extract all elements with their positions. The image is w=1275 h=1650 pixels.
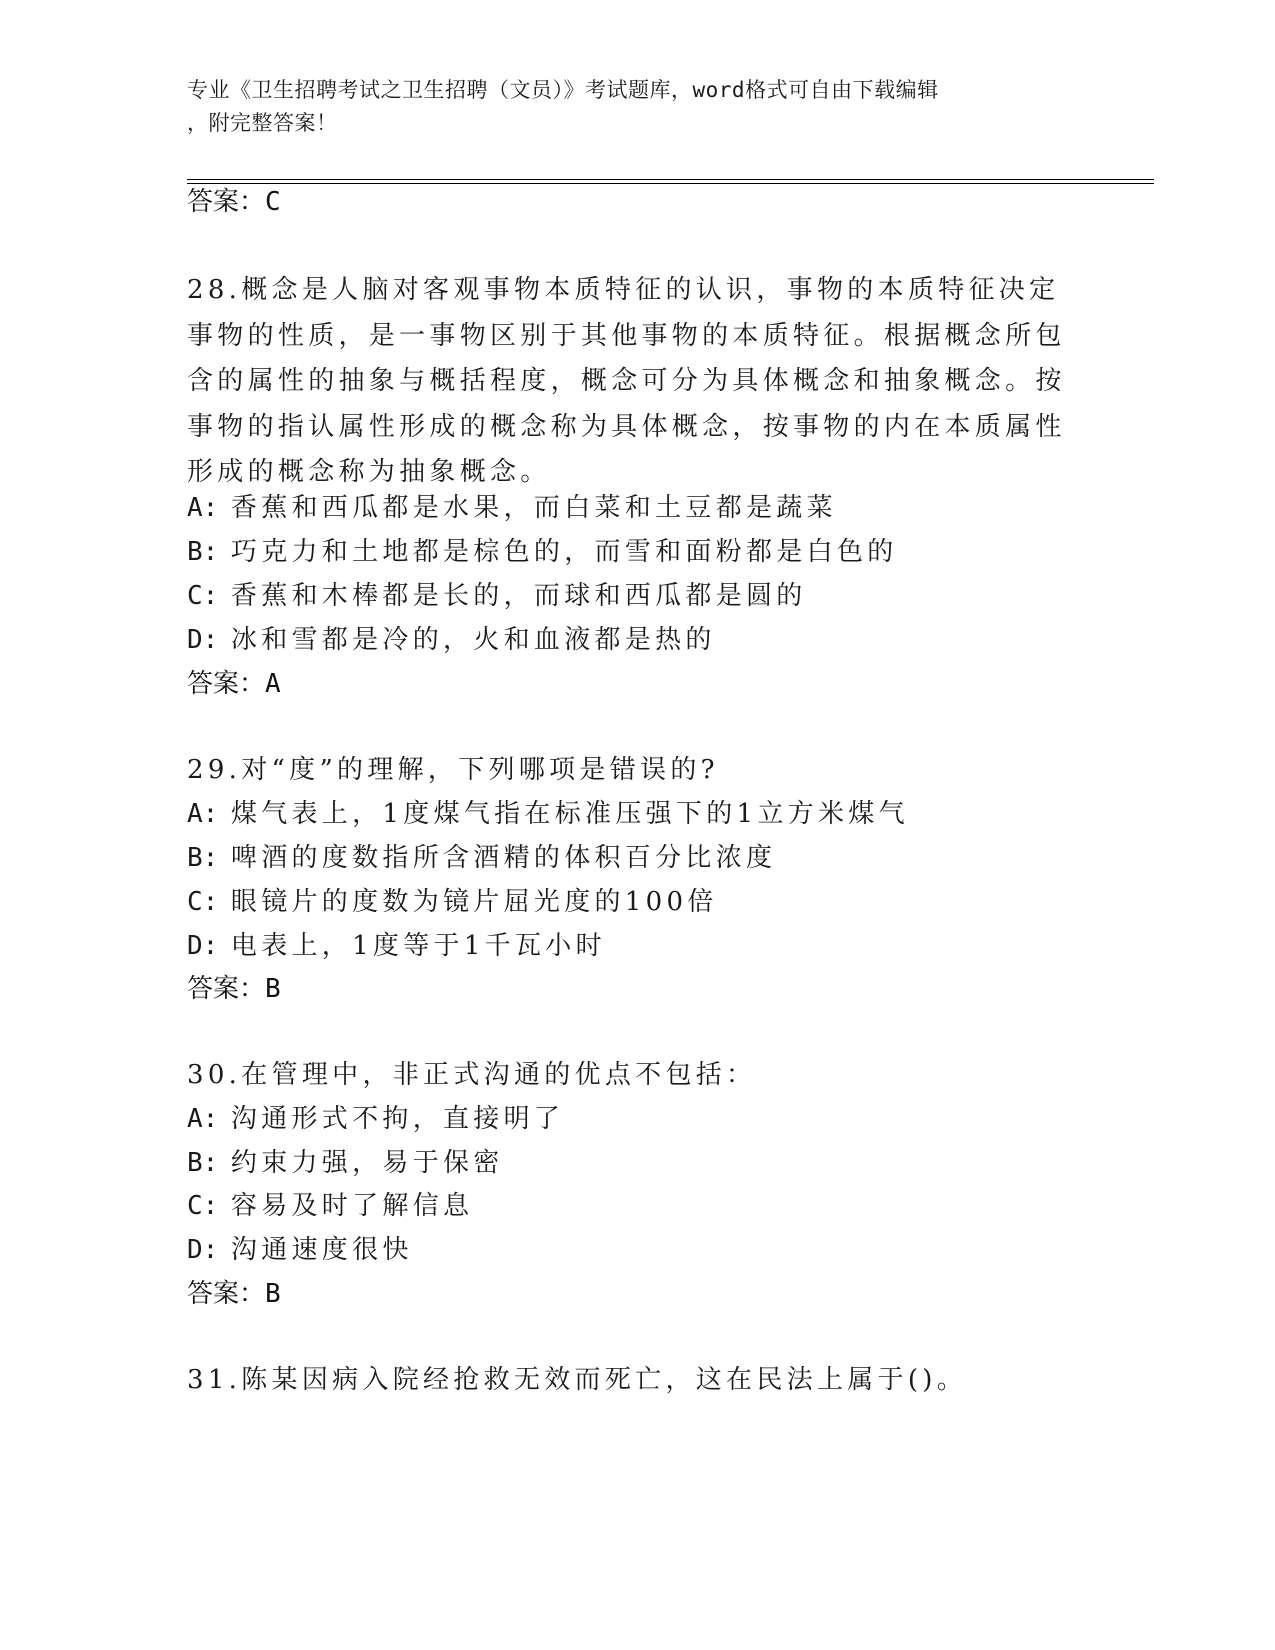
question-29-option-c bbox=[187, 884, 718, 920]
answer-value: B bbox=[265, 974, 281, 1004]
option-letter: A: bbox=[187, 799, 219, 829]
option-text: 眼镜片的度数为镜片屈光度的100倍 bbox=[230, 887, 718, 917]
option-text: 电表上，1度等于1千瓦小时 bbox=[230, 931, 606, 961]
option-letter: B: bbox=[187, 1148, 219, 1178]
header-line-2: ，附完整答案！ bbox=[187, 111, 338, 135]
option-text: 香蕉和西瓜都是水果，而白菜和土豆都是蔬菜 bbox=[230, 493, 837, 523]
option-text: 约束力强，易于保密 bbox=[230, 1148, 504, 1178]
option-letter: A: bbox=[187, 1104, 219, 1134]
option-text: 香蕉和木棒都是长的，而球和西瓜都是圆的 bbox=[230, 581, 807, 611]
answer-line bbox=[187, 184, 281, 220]
option-letter: C: bbox=[187, 1191, 219, 1221]
answer-label: 答案： bbox=[187, 1279, 266, 1309]
question-28-option-b bbox=[187, 534, 898, 570]
question-28-text: 28.概念是人脑对客观事物本质特征的认识，事物的本质特征决定事物的性质，是一事物区别于其他事物的本质特征。根据概念所包含的属性的抽象与概括程度，概念可分为具体概念和抽象概念。按事物的指认属性形成的概念称为具体概念，按事物的内在本质属性形成的概念称为抽象概念。 bbox=[187, 275, 1066, 488]
question-29-text: 29.对“度”的理解，下列哪项是错误的? bbox=[187, 755, 719, 785]
answer-value: A bbox=[265, 669, 281, 699]
option-letter: C: bbox=[187, 581, 219, 611]
option-text: 沟通速度很快 bbox=[230, 1235, 413, 1265]
question-28-option-a bbox=[187, 490, 837, 526]
question-30-option-d bbox=[187, 1232, 413, 1268]
answer-label: 答案： bbox=[187, 669, 266, 699]
question-28-option-c bbox=[187, 578, 807, 614]
question-29-option-a bbox=[187, 796, 909, 832]
question-30-answer bbox=[187, 1276, 281, 1312]
question-30-text: 30.在管理中，非正式沟通的优点不包括： bbox=[187, 1060, 757, 1090]
question-30-option-c bbox=[187, 1188, 473, 1224]
option-text: 煤气表上，1度煤气指在标准压强下的1立方米煤气 bbox=[230, 799, 909, 829]
option-text: 沟通形式不拘，直接明了 bbox=[230, 1104, 565, 1134]
option-letter: D: bbox=[187, 1235, 219, 1265]
answer-value: C bbox=[265, 187, 281, 217]
option-letter: A: bbox=[187, 493, 219, 523]
option-text: 巧克力和土地都是棕色的，而雪和面粉都是白色的 bbox=[230, 537, 898, 567]
option-letter: B: bbox=[187, 843, 219, 873]
header-line-1: 专业《卫生招聘考试之卫生招聘（文员）》考试题库，word格式可自由下载编辑 bbox=[187, 78, 939, 102]
document-header bbox=[187, 74, 1077, 140]
header-rule-bottom bbox=[187, 183, 1154, 184]
header-rule-top bbox=[187, 179, 1154, 180]
option-text: 啤酒的度数指所含酒精的体积百分比浓度 bbox=[230, 843, 777, 873]
question-29-answer bbox=[187, 971, 281, 1007]
answer-label: 答案： bbox=[187, 974, 266, 1004]
answer-label: 答案： bbox=[187, 187, 266, 217]
question-28-option-d bbox=[187, 622, 716, 658]
question-31-text: 31.陈某因病入院经抢救无效而死亡，这在民法上属于()。 bbox=[187, 1365, 968, 1395]
option-letter: D: bbox=[187, 625, 219, 655]
answer-value: B bbox=[265, 1279, 281, 1309]
question-30-option-b bbox=[187, 1145, 504, 1181]
question-29-option-d bbox=[187, 928, 606, 964]
question-29-option-b bbox=[187, 840, 776, 876]
option-text: 冰和雪都是冷的，火和血液都是热的 bbox=[230, 625, 716, 655]
question-30-option-a bbox=[187, 1101, 564, 1137]
option-letter: C: bbox=[187, 887, 219, 917]
question-28-answer bbox=[187, 666, 281, 702]
option-letter: D: bbox=[187, 931, 219, 961]
option-letter: B: bbox=[187, 537, 219, 567]
option-text: 容易及时了解信息 bbox=[230, 1191, 474, 1221]
